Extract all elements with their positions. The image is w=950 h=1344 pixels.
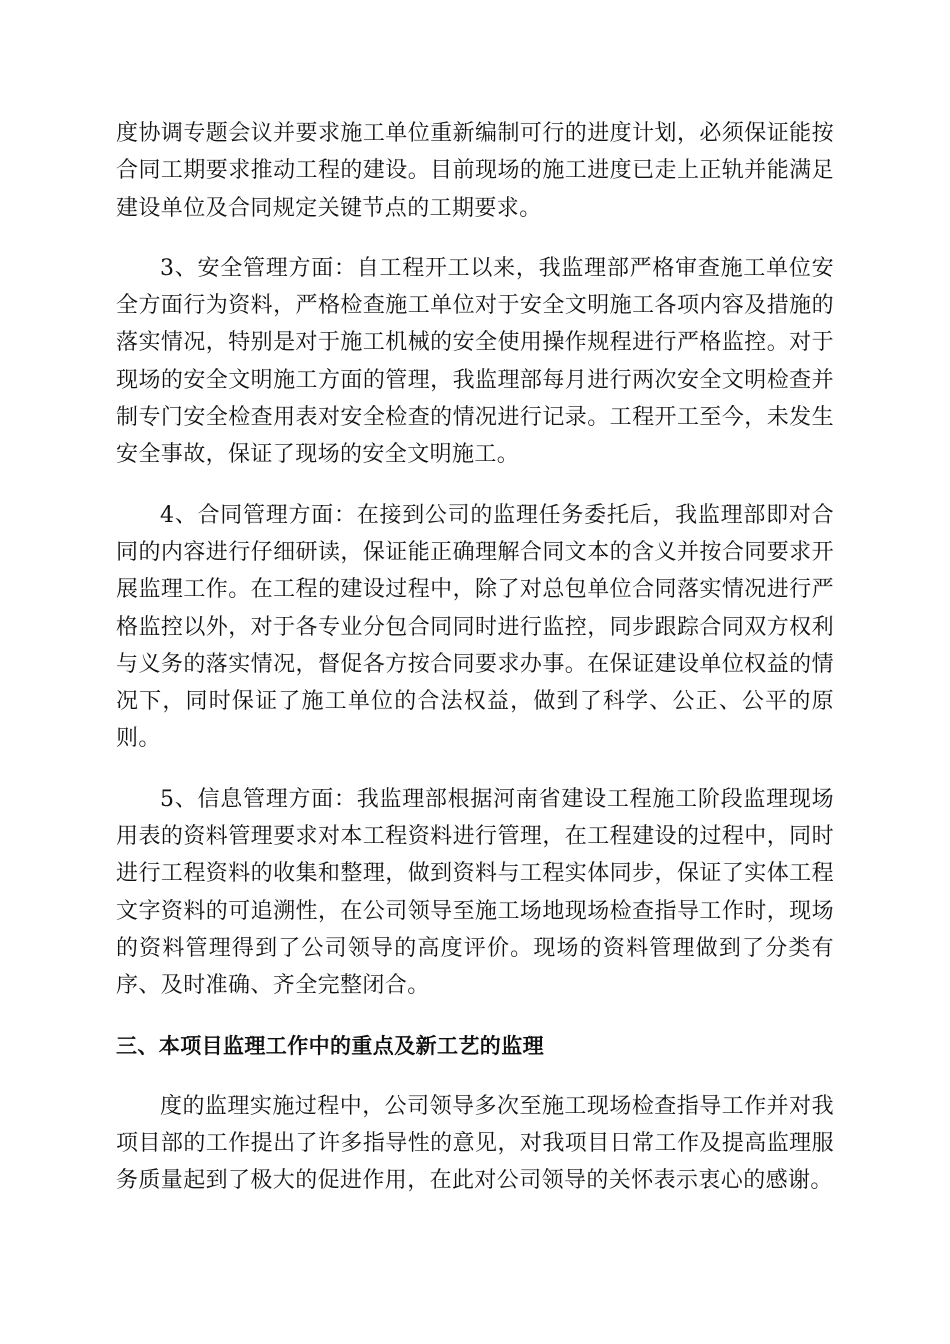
paragraph-information-management: 5、信息管理方面：我监理部根据河南省建设工程施工阶段监理现场用表的资料管理要求对本工程资料进行管理，在工程建设的过程中，同时进行工程资料的收集和整理，做到资料与工程实体同步，保证了实体工程文字资料的可追溯性，在公司领导至施工场地现场检查指导工作时，现场的资料管理得到了公司领导的高度评价。现场的资料管理做到了分类有序、及时准确、齐全完整闭合。 <box>116 786 834 999</box>
section-heading: 三、本项目监理工作中的重点及新工艺的监理 <box>116 1033 544 1058</box>
paragraph-contract-management: 4、合同管理方面：在接到公司的监理任务委托后，我监理部即对合同的内容进行仔细研读，保证能正确理解合同文本的含义并按合同要求开展监理工作。在工程的建设过程中，除了对总包单位合同落实情况进行严格监控以外，对于各专业分包合同同时进行监控，同步跟踪合同双方权利与义务的落实情况，督促各方按合同要求办事。在保证建设单位权益的情况下，同时保证了施工单位的合法权益，做到了科学、公正、公平的原则。 <box>116 502 834 752</box>
paragraph-closing: 度的监理实施过程中，公司领导多次至施工现场检查指导工作并对我项目部的工作提出了许多指导性的意见，对我项目日常工作及提高监理服务质量起到了极大的促进作用，在此对公司领导的关怀表示衷心的感谢。 <box>116 1093 834 1194</box>
paragraph-schedule-continuation: 度协调专题会议并要求施工单位重新编制可行的进度计划，必须保证能按合同工期要求推动工程的建设。目前现场的施工进度已走上正轨并能满足建设单位及合同规定关键节点的工期要求。 <box>116 121 834 221</box>
document-body <box>116 115 834 1200</box>
paragraph-safety-management: 3、安全管理方面：自工程开工以来，我监理部严格审查施工单位安全方面行为资料，严格检查施工单位对于安全文明施工各项内容及措施的落实情况，特别是对于施工机械的安全使用操作规程进行严格监控。对于现场的安全文明施工方面的管理，我监理部每月进行两次安全文明检查并制专门安全检查用表对安全检查的情况进行记录。工程开工至今，未发生安全事故，保证了现场的安全文明施工。 <box>116 255 834 468</box>
